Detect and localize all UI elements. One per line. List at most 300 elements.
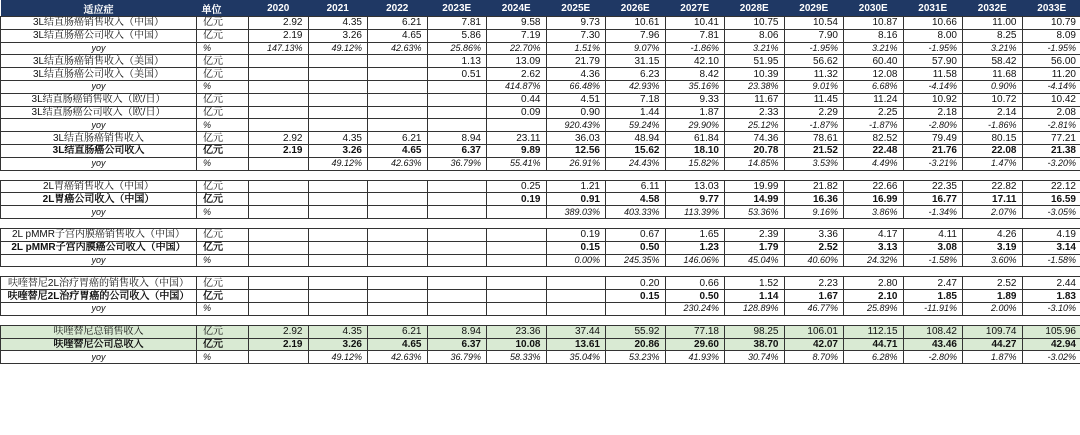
value-cell: 6.11 (606, 180, 666, 193)
value-cell (308, 80, 368, 93)
value-cell (249, 193, 309, 206)
value-cell (249, 302, 309, 315)
value-cell: 14.85% (725, 157, 785, 170)
row-label: 3L结直肠癌销售收入（美国） (1, 55, 197, 68)
value-cell: 6.37 (427, 338, 487, 351)
value-cell: 108.42 (903, 325, 963, 338)
value-cell: -2.80% (903, 119, 963, 132)
value-cell (368, 302, 428, 315)
value-cell (249, 228, 309, 241)
value-cell: 21.82 (784, 180, 844, 193)
value-cell: 1.83 (1022, 290, 1080, 303)
value-cell: 22.08 (963, 144, 1023, 157)
value-cell: 8.09 (1022, 29, 1080, 42)
spacer-cell (1, 267, 1080, 277)
value-cell: 10.75 (725, 17, 785, 30)
value-cell: 11.20 (1022, 68, 1080, 81)
value-cell: 2.25 (844, 106, 904, 119)
value-cell (368, 193, 428, 206)
value-cell: 21.79 (546, 55, 606, 68)
value-cell (606, 302, 666, 315)
value-cell: 55.41% (487, 157, 547, 170)
value-cell: 1.47% (963, 157, 1023, 170)
value-cell: -3.05% (1022, 206, 1080, 219)
value-cell: 4.35 (308, 325, 368, 338)
value-cell: 7.18 (606, 93, 666, 106)
value-cell: 4.11 (903, 228, 963, 241)
header-indication: 适应症 (1, 0, 197, 17)
header-year: 2026E (606, 0, 666, 17)
value-cell (249, 80, 309, 93)
value-cell (368, 290, 428, 303)
value-cell: 29.90% (665, 119, 725, 132)
value-cell (308, 302, 368, 315)
row-unit: 亿元 (197, 17, 249, 30)
value-cell: 1.51% (546, 42, 606, 55)
header-year: 2028E (725, 0, 785, 17)
value-cell: 36.03 (546, 132, 606, 145)
value-cell: 60.40 (844, 55, 904, 68)
row-label: 2L胃癌公司收入（中国） (1, 193, 197, 206)
value-cell: 12.56 (546, 144, 606, 157)
value-cell (368, 180, 428, 193)
value-cell: 58.33% (487, 351, 547, 364)
value-cell: 1.87% (963, 351, 1023, 364)
value-cell: 4.17 (844, 228, 904, 241)
value-cell: 3.21% (963, 42, 1023, 55)
value-cell: -1.95% (784, 42, 844, 55)
value-cell: 80.15 (963, 132, 1023, 145)
value-cell (546, 290, 606, 303)
spacer-cell (1, 218, 1080, 228)
value-cell: 2.10 (844, 290, 904, 303)
value-cell (368, 80, 428, 93)
value-cell: 46.77% (784, 302, 844, 315)
value-cell (249, 68, 309, 81)
value-cell: 22.82 (963, 180, 1023, 193)
value-cell: 38.70 (725, 338, 785, 351)
spacer-cell (1, 170, 1080, 180)
value-cell: 2.62 (487, 68, 547, 81)
value-cell: 2.00% (963, 302, 1023, 315)
yoy-row (1, 157, 1080, 170)
value-cell: -4.14% (903, 80, 963, 93)
value-cell: 3.86% (844, 206, 904, 219)
value-cell: 55.92 (606, 325, 666, 338)
yoy-row (1, 119, 1080, 132)
value-cell (427, 228, 487, 241)
row-unit: % (197, 254, 249, 267)
value-cell: 6.68% (844, 80, 904, 93)
row-unit: 亿元 (197, 338, 249, 351)
yoy-row (1, 351, 1080, 364)
value-cell (249, 351, 309, 364)
value-cell: 61.84 (665, 132, 725, 145)
value-cell: -1.34% (903, 206, 963, 219)
table-row (1, 325, 1080, 338)
value-cell (427, 180, 487, 193)
row-label: 呋喹替尼总销售收入 (1, 325, 197, 338)
row-label: yoy (1, 42, 197, 55)
row-label: 呋喹替尼2L治疗胃癌的公司收入（中国） (1, 290, 197, 303)
value-cell: 7.19 (487, 29, 547, 42)
value-cell: 2.52 (784, 241, 844, 254)
spacer-cell (1, 315, 1080, 325)
value-cell (427, 277, 487, 290)
value-cell: 1.13 (427, 55, 487, 68)
value-cell: 3.13 (844, 241, 904, 254)
value-cell (368, 55, 428, 68)
value-cell (249, 254, 309, 267)
value-cell: 13.09 (487, 55, 547, 68)
value-cell (427, 302, 487, 315)
header-year: 2020 (249, 0, 309, 17)
value-cell (368, 106, 428, 119)
value-cell: 389.03% (546, 206, 606, 219)
value-cell: 3.26 (308, 29, 368, 42)
value-cell (368, 93, 428, 106)
value-cell: 42.07 (784, 338, 844, 351)
value-cell: 3.53% (784, 157, 844, 170)
value-cell: 20.78 (725, 144, 785, 157)
value-cell: 2.52 (963, 277, 1023, 290)
value-cell: 10.72 (963, 93, 1023, 106)
value-cell: 10.54 (784, 17, 844, 30)
value-cell: 98.25 (725, 325, 785, 338)
value-cell: -1.95% (903, 42, 963, 55)
value-cell: 7.81 (665, 29, 725, 42)
row-unit: % (197, 157, 249, 170)
row-label: 3L结直肠癌公司收入 (1, 144, 197, 157)
row-label: yoy (1, 80, 197, 93)
row-label: yoy (1, 206, 197, 219)
row-unit: 亿元 (197, 106, 249, 119)
value-cell (249, 157, 309, 170)
value-cell (308, 106, 368, 119)
value-cell (427, 93, 487, 106)
value-cell: 4.51 (546, 93, 606, 106)
value-cell: 79.49 (903, 132, 963, 145)
value-cell: 36.79% (427, 351, 487, 364)
value-cell: 42.63% (368, 351, 428, 364)
value-cell (308, 254, 368, 267)
value-cell: 4.36 (546, 68, 606, 81)
value-cell (427, 106, 487, 119)
row-unit: 亿元 (197, 93, 249, 106)
value-cell (308, 277, 368, 290)
value-cell (427, 80, 487, 93)
value-cell: 8.94 (427, 325, 487, 338)
value-cell: -3.21% (903, 157, 963, 170)
value-cell: 44.71 (844, 338, 904, 351)
row-label: 3L结直肠癌公司收入（欧/日） (1, 106, 197, 119)
value-cell: -1.87% (784, 119, 844, 132)
value-cell: 3.26 (308, 338, 368, 351)
value-cell (487, 228, 547, 241)
row-unit: 亿元 (197, 193, 249, 206)
value-cell: 4.65 (368, 29, 428, 42)
value-cell: 51.95 (725, 55, 785, 68)
value-cell: 4.65 (368, 144, 428, 157)
value-cell (249, 119, 309, 132)
value-cell: 23.38% (725, 80, 785, 93)
value-cell (249, 290, 309, 303)
value-cell: -4.14% (1022, 80, 1080, 93)
value-cell: 82.52 (844, 132, 904, 145)
value-cell: 3.21% (725, 42, 785, 55)
yoy-row (1, 254, 1080, 267)
value-cell: 8.06 (725, 29, 785, 42)
value-cell: 45.04% (725, 254, 785, 267)
value-cell: 42.94 (1022, 338, 1080, 351)
value-cell: 2.80 (844, 277, 904, 290)
table-row (1, 132, 1080, 145)
row-unit: 亿元 (197, 228, 249, 241)
table-body (1, 17, 1080, 364)
value-cell: 2.47 (903, 277, 963, 290)
value-cell: 1.87 (665, 106, 725, 119)
header-year: 2025E (546, 0, 606, 17)
spacer-row (1, 170, 1080, 180)
value-cell: 113.39% (665, 206, 725, 219)
value-cell (487, 302, 547, 315)
value-cell: 11.24 (844, 93, 904, 106)
value-cell: 2.92 (249, 17, 309, 30)
value-cell: 35.16% (665, 80, 725, 93)
value-cell: 40.60% (784, 254, 844, 267)
value-cell: 8.25 (963, 29, 1023, 42)
value-cell: 2.07% (963, 206, 1023, 219)
row-label: yoy (1, 351, 197, 364)
value-cell: 21.52 (784, 144, 844, 157)
value-cell: 2.19 (249, 338, 309, 351)
value-cell: 9.58 (487, 17, 547, 30)
value-cell: 37.44 (546, 325, 606, 338)
value-cell: 56.62 (784, 55, 844, 68)
value-cell (308, 180, 368, 193)
value-cell: 42.63% (368, 42, 428, 55)
value-cell: 4.65 (368, 338, 428, 351)
value-cell: 16.59 (1022, 193, 1080, 206)
header-year: 2021 (308, 0, 368, 17)
value-cell: 11.68 (963, 68, 1023, 81)
value-cell: 4.58 (606, 193, 666, 206)
value-cell: 1.52 (725, 277, 785, 290)
value-cell: 6.37 (427, 144, 487, 157)
value-cell (427, 241, 487, 254)
value-cell: 77.21 (1022, 132, 1080, 145)
value-cell: 56.00 (1022, 55, 1080, 68)
value-cell (487, 277, 547, 290)
value-cell (308, 93, 368, 106)
value-cell: 41.93% (665, 351, 725, 364)
value-cell (427, 290, 487, 303)
row-unit: % (197, 119, 249, 132)
value-cell: 2.29 (784, 106, 844, 119)
value-cell: 25.89% (844, 302, 904, 315)
value-cell: 0.50 (606, 241, 666, 254)
value-cell: -1.58% (1022, 254, 1080, 267)
value-cell: 78.61 (784, 132, 844, 145)
row-label: 3L结直肠癌销售收入 (1, 132, 197, 145)
value-cell (308, 206, 368, 219)
value-cell (368, 119, 428, 132)
value-cell: 22.66 (844, 180, 904, 193)
value-cell: -3.20% (1022, 157, 1080, 170)
header-year: 2024E (487, 0, 547, 17)
spacer-row (1, 315, 1080, 325)
row-label: yoy (1, 302, 197, 315)
value-cell: 3.19 (963, 241, 1023, 254)
value-cell: 2.33 (725, 106, 785, 119)
value-cell (487, 119, 547, 132)
spacer-row (1, 218, 1080, 228)
value-cell: 44.27 (963, 338, 1023, 351)
value-cell: 1.89 (963, 290, 1023, 303)
value-cell: -11.91% (903, 302, 963, 315)
value-cell: 0.91 (546, 193, 606, 206)
row-unit: 亿元 (197, 29, 249, 42)
table-row (1, 338, 1080, 351)
value-cell: 4.19 (1022, 228, 1080, 241)
value-cell: 6.21 (368, 17, 428, 30)
value-cell: 0.19 (546, 228, 606, 241)
row-label: 2L pMMR子宫内膜癌销售收入（中国） (1, 228, 197, 241)
value-cell: 12.08 (844, 68, 904, 81)
value-cell: 414.87% (487, 80, 547, 93)
value-cell (427, 206, 487, 219)
value-cell: 9.33 (665, 93, 725, 106)
value-cell: -2.80% (903, 351, 963, 364)
table-row (1, 193, 1080, 206)
value-cell: 22.35 (903, 180, 963, 193)
table-row (1, 17, 1080, 30)
value-cell: 7.81 (427, 17, 487, 30)
value-cell (249, 277, 309, 290)
value-cell: 11.32 (784, 68, 844, 81)
header-year: 2030E (844, 0, 904, 17)
row-label: 2L胃癌销售收入（中国） (1, 180, 197, 193)
value-cell: 77.18 (665, 325, 725, 338)
value-cell: 4.49% (844, 157, 904, 170)
value-cell (249, 93, 309, 106)
yoy-row (1, 80, 1080, 93)
value-cell: 3.60% (963, 254, 1023, 267)
value-cell: 11.00 (963, 17, 1023, 30)
row-label: 呋喹替尼公司总收入 (1, 338, 197, 351)
table-row (1, 144, 1080, 157)
value-cell: 128.89% (725, 302, 785, 315)
row-unit: 亿元 (197, 132, 249, 145)
value-cell: 10.87 (844, 17, 904, 30)
row-unit: % (197, 351, 249, 364)
value-cell: 3.36 (784, 228, 844, 241)
value-cell (427, 193, 487, 206)
value-cell: 9.77 (665, 193, 725, 206)
value-cell: 42.93% (606, 80, 666, 93)
row-label: 3L结直肠癌公司收入（中国） (1, 29, 197, 42)
value-cell: 2.92 (249, 325, 309, 338)
row-unit: 亿元 (197, 55, 249, 68)
value-cell: 25.86% (427, 42, 487, 55)
value-cell: 2.23 (784, 277, 844, 290)
value-cell: 6.23 (606, 68, 666, 81)
value-cell: 0.66 (665, 277, 725, 290)
value-cell: 19.99 (725, 180, 785, 193)
value-cell: 9.16% (784, 206, 844, 219)
value-cell: 9.73 (546, 17, 606, 30)
table-row (1, 68, 1080, 81)
value-cell: 10.79 (1022, 17, 1080, 30)
value-cell: 106.01 (784, 325, 844, 338)
value-cell: 2.39 (725, 228, 785, 241)
value-cell: 1.67 (784, 290, 844, 303)
value-cell (368, 228, 428, 241)
value-cell: -3.02% (1022, 351, 1080, 364)
value-cell: 9.01% (784, 80, 844, 93)
value-cell: 0.51 (427, 68, 487, 81)
value-cell: -3.10% (1022, 302, 1080, 315)
table-row (1, 29, 1080, 42)
value-cell: 8.70% (784, 351, 844, 364)
value-cell: 3.21% (844, 42, 904, 55)
value-cell: 1.44 (606, 106, 666, 119)
row-unit: 亿元 (197, 325, 249, 338)
value-cell: 9.89 (487, 144, 547, 157)
value-cell: 4.35 (308, 132, 368, 145)
row-unit: 亿元 (197, 144, 249, 157)
value-cell: 59.24% (606, 119, 666, 132)
value-cell: 23.11 (487, 132, 547, 145)
value-cell (308, 193, 368, 206)
value-cell: 245.35% (606, 254, 666, 267)
value-cell: 0.15 (546, 241, 606, 254)
value-cell: 53.36% (725, 206, 785, 219)
value-cell: 2.92 (249, 132, 309, 145)
value-cell: 10.61 (606, 17, 666, 30)
row-unit: % (197, 80, 249, 93)
value-cell: 109.74 (963, 325, 1023, 338)
header-year: 2023E (427, 0, 487, 17)
header-year: 2022 (368, 0, 428, 17)
value-cell: 7.30 (546, 29, 606, 42)
value-cell: 6.21 (368, 132, 428, 145)
value-cell (249, 180, 309, 193)
value-cell: 24.32% (844, 254, 904, 267)
value-cell: 13.61 (546, 338, 606, 351)
value-cell: -1.87% (844, 119, 904, 132)
value-cell: 2.19 (249, 144, 309, 157)
value-cell (368, 68, 428, 81)
value-cell: 53.23% (606, 351, 666, 364)
value-cell (249, 106, 309, 119)
table-header (1, 0, 1080, 17)
row-label: yoy (1, 254, 197, 267)
row-label: 2L pMMR子宫内膜癌公司收入（中国） (1, 241, 197, 254)
value-cell: 2.18 (903, 106, 963, 119)
value-cell: 14.99 (725, 193, 785, 206)
row-label: 3L结直肠癌销售收入（欧/日） (1, 93, 197, 106)
value-cell (487, 254, 547, 267)
value-cell: 3.26 (308, 144, 368, 157)
value-cell (546, 302, 606, 315)
row-unit: 亿元 (197, 180, 249, 193)
value-cell (308, 290, 368, 303)
value-cell: 10.08 (487, 338, 547, 351)
row-unit: 亿元 (197, 241, 249, 254)
yoy-row (1, 42, 1080, 55)
value-cell: 0.15 (606, 290, 666, 303)
